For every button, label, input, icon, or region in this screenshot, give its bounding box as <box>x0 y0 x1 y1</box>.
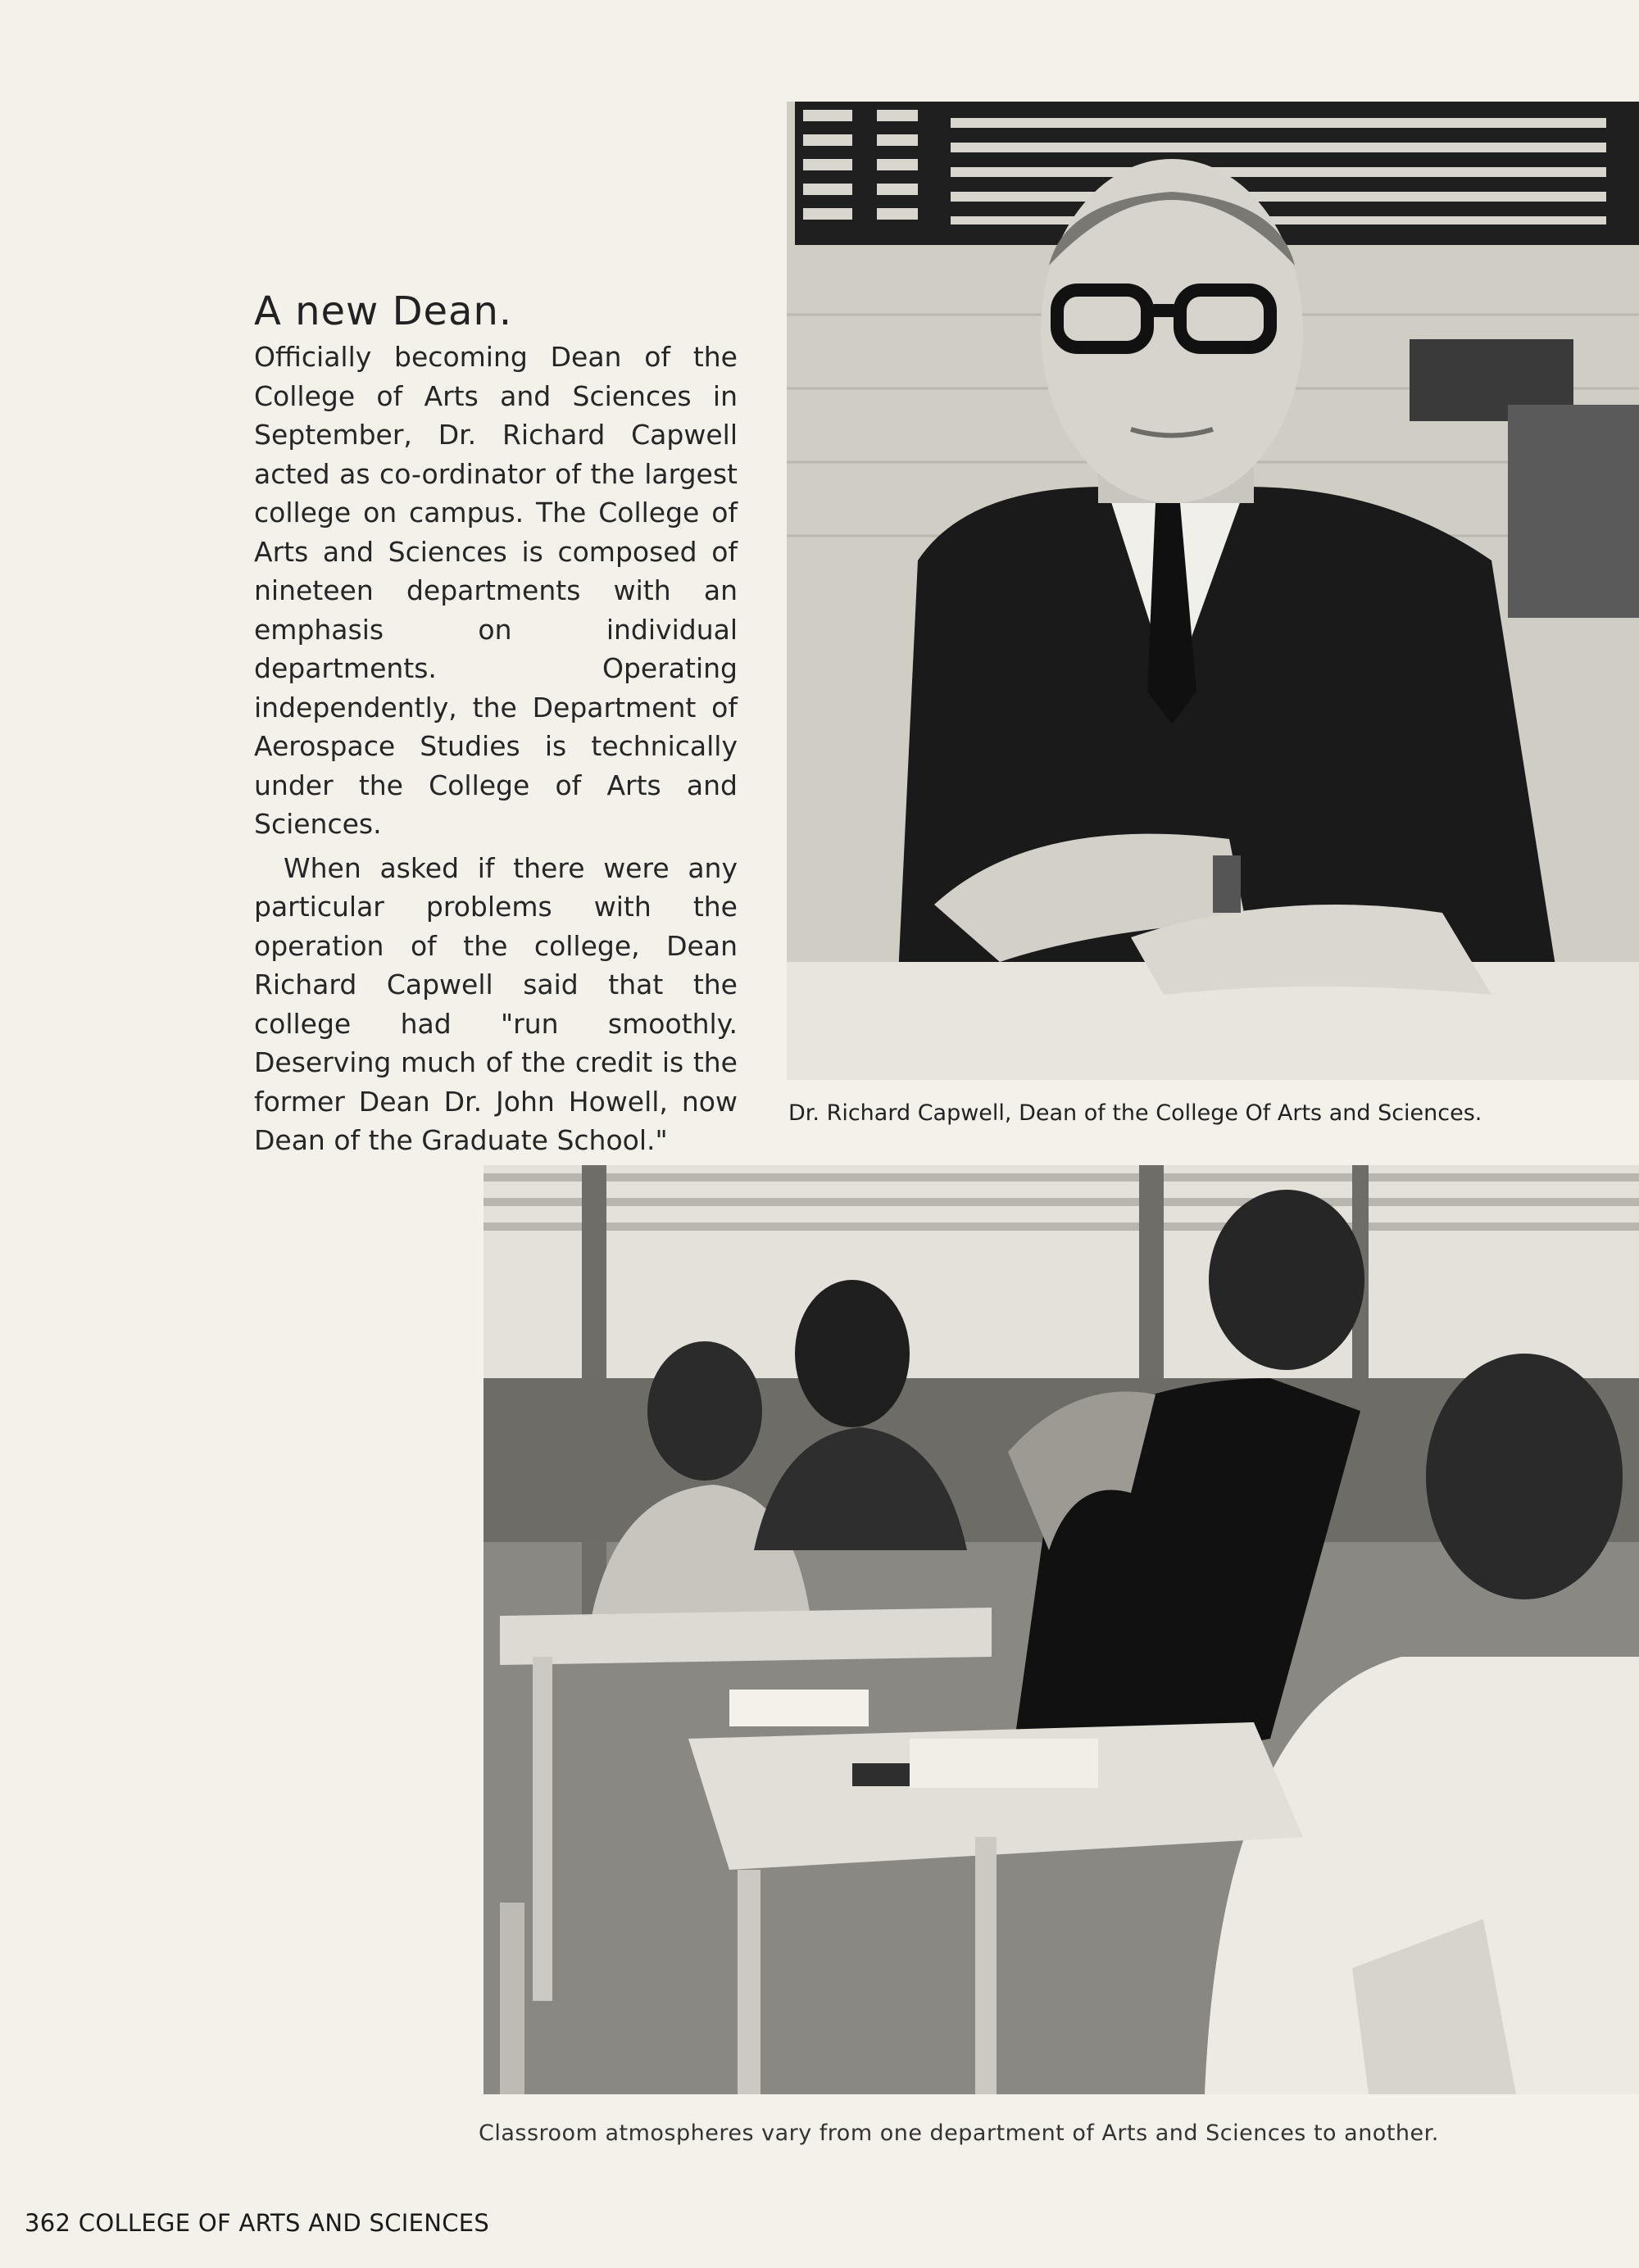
classroom-photo <box>484 1165 1639 2094</box>
article-headline: A new Dean. <box>254 288 513 334</box>
article-body <box>254 338 738 1160</box>
dean-photo-caption: Dr. Richard Capwell, Dean of the College Of Arts and Sciences. <box>788 1100 1482 1126</box>
article-paragraph-2: When asked if there were any particular problems with the operation of the college, Dean Richard Capwell said that the college had "run smoothly. Deserving much of the credit is the former Dean Dr. John Howell, now Dean of the Graduate School." <box>254 851 738 1156</box>
dean-portrait-photo <box>787 102 1639 1080</box>
article-paragraph-1: Officially becoming Dean of the College of Arts and Sciences in September, Dr. Richard Capwell acted as co-ordinator of the largest college on campus. The College of Arts and Sciences is composed of nineteen departments with an emphasis on individual departments. Operating independently, the Department of Aerospace Studies is technically under the College of Arts and Sciences. <box>254 341 738 840</box>
classroom-photo-caption: Classroom atmospheres vary from one department of Arts and Sciences to another. <box>479 2121 1439 2146</box>
page-footer: 362 COLLEGE OF ARTS AND SCIENCES <box>25 2209 490 2237</box>
